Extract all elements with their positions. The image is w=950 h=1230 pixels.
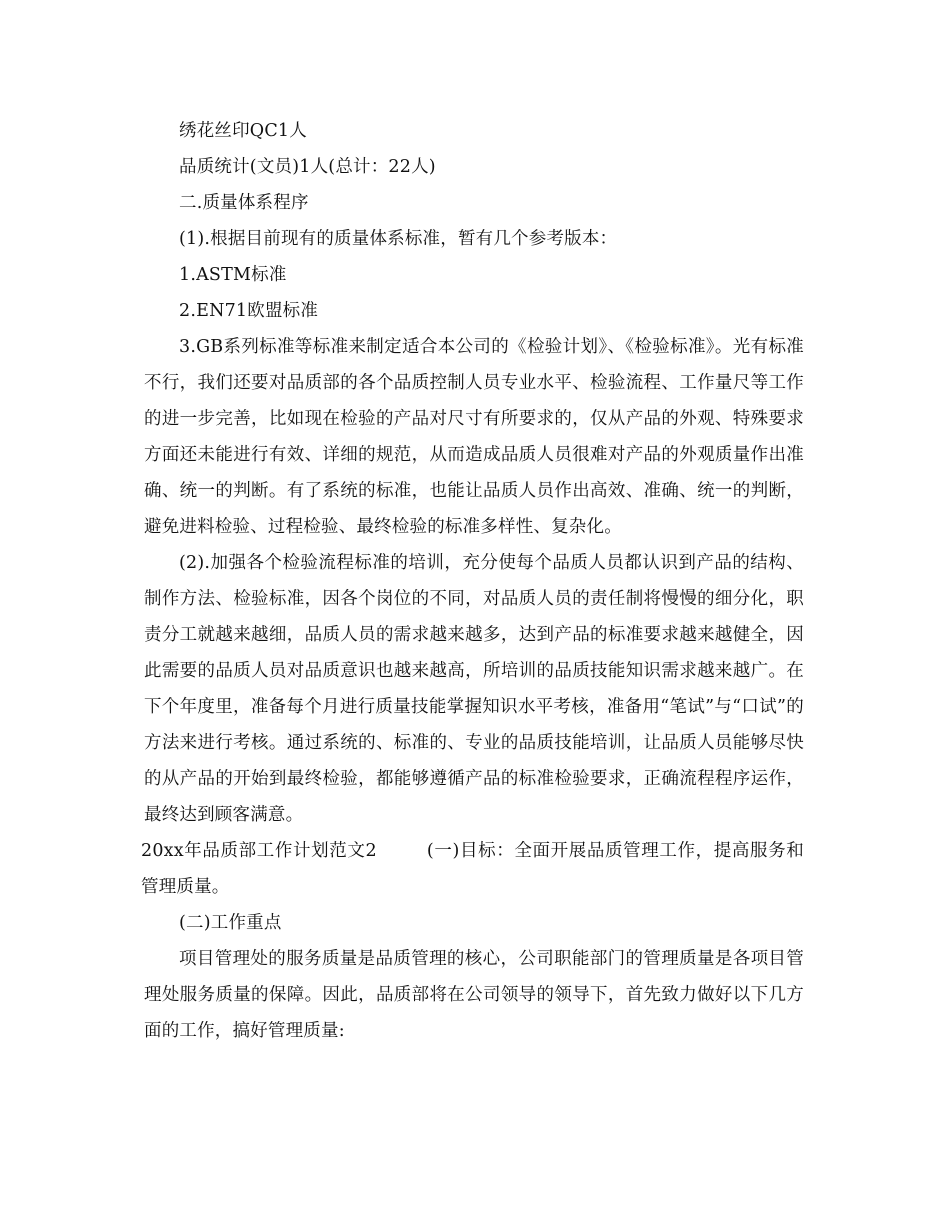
staff-line-embroidery: 绣花丝印QC1人 xyxy=(179,121,307,141)
goal-text: (一)目标：全面开展品质管理工作，提高服务和管理质量。 xyxy=(141,841,804,897)
sample-2-title: 20xx年品质部工作计划范文2 xyxy=(141,841,377,861)
paragraph-core: 项目管理处的服务质量是品质管理的核心，公司职能部门的管理质量是各项目管理处服务质量的保障。因此，品质部将在公司领导的领导下，首先致力做好以下几方面的工作，搞好管理质量: xyxy=(144,949,804,1041)
list-item-astm: 1.ASTM标准 xyxy=(179,265,287,285)
list-item-en71: 2.EN71欧盟标准 xyxy=(179,301,319,321)
sample-2-block xyxy=(141,833,804,905)
staff-line-statistics: 品质统计(文员)1人(总计：22人) xyxy=(179,157,436,177)
document-body xyxy=(141,113,804,1049)
paragraph-training: (2).加强各个检验流程标准的培训，充分使每个品质人员都认识到产品的结构、制作方法、检验标准，因各个岗位的不同，对品质人员的责任制将慢慢的细分化，职责分工就越来越细，品质人员的需求越来越多，达到产品的标准要求越来越健全，因此需要的品质人员对品质意识也越来越高，所培训的品质技能知识需求越来越广。在下个年度里，准备每个月进行质量技能掌握知识水平考核，准备用“笔试”与“口试”的方法来进行考核。通过系统的、标准的、专业的品质技能培训，让品质人员能够尽快的从产品的开始到最终检验，都能够遵循产品的标准检验要求，正确流程程序运作，最终达到顾客满意。 xyxy=(144,553,804,825)
section-heading-key-work: (二)工作重点 xyxy=(179,913,282,933)
section-heading-quality-system: 二.质量体系程序 xyxy=(179,193,309,213)
paragraph-gb-standards: 3.GB系列标准等标准来制定适合本公司的《检验计划》、《检验标准》。光有标准不行，我们还要对品质部的各个品质控制人员专业水平、检验流程、工作量尺等工作的进一步完善，比如现在检验的产品对尺寸有所要求的，仅从产品的外观、特殊要求方面还未能进行有效、详细的规范，从而造成品质人员很难对产品的外观质量作出准确、统一的判断。有了系统的标准，也能让品质人员作出高效、准确、统一的判断，避免进料检验、过程检验、最终检验的标准多样性、复杂化。 xyxy=(144,337,804,537)
item-1-intro: (1).根据目前现有的质量体系标准，暂有几个参考版本： xyxy=(179,229,618,249)
